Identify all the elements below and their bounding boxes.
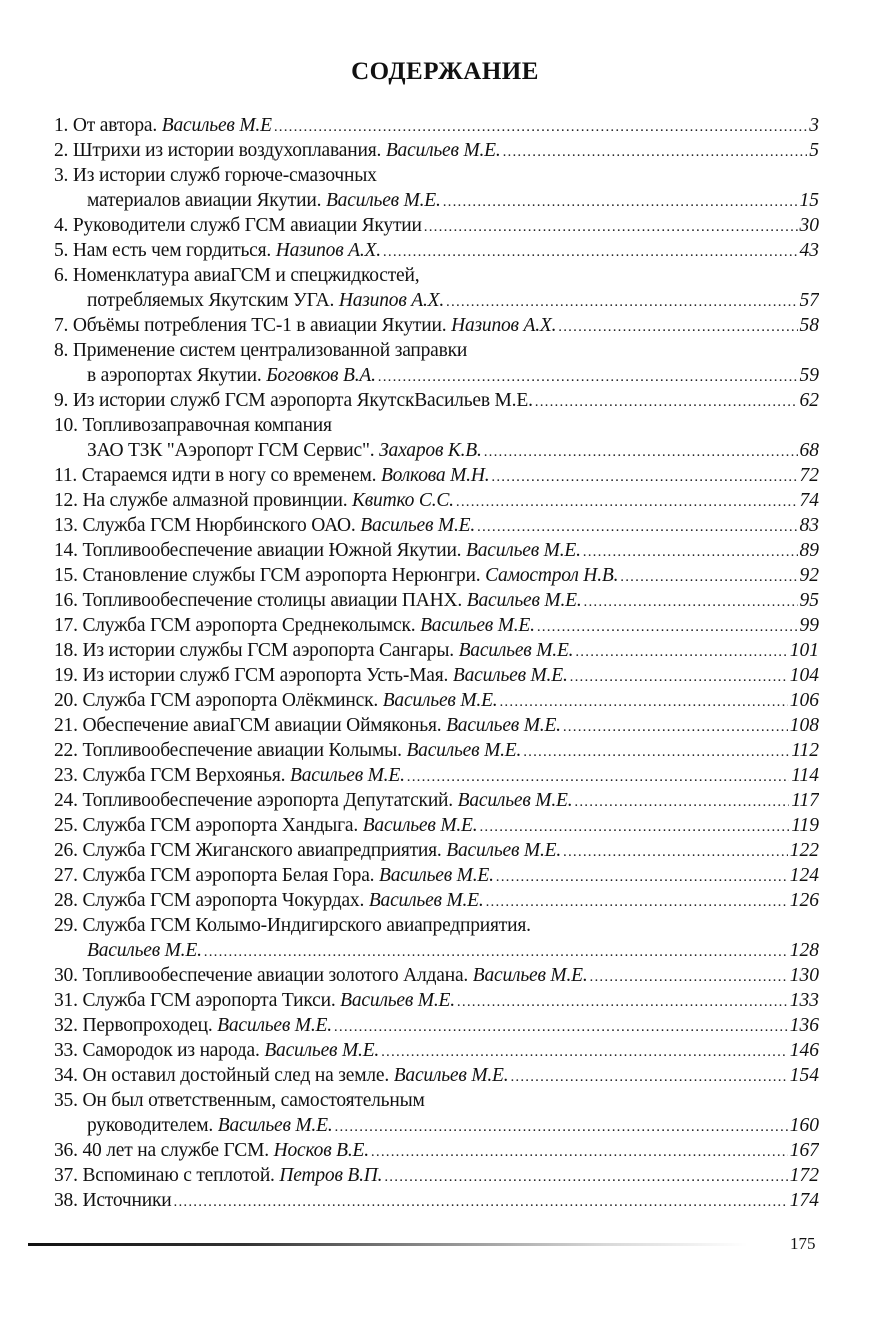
toc-title: 4. Руководители служб ГСМ авиации Якутии bbox=[54, 215, 422, 236]
toc-entry-text bbox=[54, 238, 381, 263]
toc-page-number: 146 bbox=[789, 1040, 819, 1061]
toc-entry[interactable] bbox=[54, 738, 819, 763]
toc-page-number: 99 bbox=[799, 615, 819, 636]
toc-entry[interactable] bbox=[54, 688, 819, 713]
toc-entry[interactable] bbox=[54, 788, 819, 813]
toc-entry-text bbox=[54, 563, 618, 588]
toc-page-number: 43 bbox=[799, 240, 819, 261]
toc-entry-continuation[interactable] bbox=[54, 288, 819, 313]
toc-page-number: 95 bbox=[799, 590, 819, 611]
toc-entry-text bbox=[54, 738, 521, 763]
toc-author: Васильев М.Е. bbox=[406, 740, 522, 761]
leader-dots bbox=[558, 315, 797, 338]
toc-author: Самострол Н.В. bbox=[485, 565, 619, 586]
toc-author: Боговков В.А. bbox=[266, 365, 376, 386]
toc-title: 11. Стараемся идти в ногу со временем. bbox=[54, 465, 381, 486]
toc-title: 35. Он был ответственным, самостоятельным bbox=[54, 1090, 425, 1111]
toc-entry-text bbox=[54, 1138, 369, 1163]
toc-entry[interactable] bbox=[54, 1038, 819, 1063]
toc-author: Волкова М.Н. bbox=[380, 465, 490, 486]
toc-page-number: 154 bbox=[789, 1065, 819, 1086]
leader-dots bbox=[563, 840, 788, 863]
leader-dots bbox=[570, 665, 788, 688]
toc-entry-text bbox=[54, 1013, 332, 1038]
toc-title: 15. Становление службы ГСМ аэропорта Нерюнгри. bbox=[54, 565, 486, 586]
toc-page-number: 119 bbox=[791, 815, 819, 836]
toc-title: 6. Номенклатура авиаГСМ и спецжидкостей, bbox=[54, 265, 420, 286]
toc-entry-text bbox=[54, 863, 494, 888]
toc-title: 13. Служба ГСМ Нюрбинского ОАО. bbox=[54, 515, 361, 536]
toc-page-number: 59 bbox=[799, 365, 819, 386]
toc-entry-text bbox=[54, 1163, 382, 1188]
toc-page-number: 174 bbox=[789, 1190, 819, 1211]
leader-dots bbox=[563, 715, 788, 738]
toc-page-number: 101 bbox=[789, 640, 819, 661]
toc-author: Васильев М.Е bbox=[161, 115, 272, 136]
toc-page-number: 58 bbox=[799, 315, 819, 336]
toc-author: Васильев М.Е. bbox=[385, 140, 501, 161]
toc-entry[interactable] bbox=[54, 763, 819, 788]
toc-author: Васильев М.Е. bbox=[264, 1040, 380, 1061]
toc-entry-text bbox=[54, 438, 482, 463]
leader-dots bbox=[584, 590, 798, 613]
toc-entry-text bbox=[54, 788, 572, 813]
leader-dots bbox=[334, 1015, 788, 1038]
toc-title: 23. Служба ГСМ Верхоянья. bbox=[54, 765, 290, 786]
toc-entry[interactable] bbox=[54, 113, 819, 138]
toc-entry[interactable] bbox=[54, 1188, 819, 1213]
toc-title: 25. Служба ГСМ аэропорта Хандыга. bbox=[54, 815, 363, 836]
toc-entry-text bbox=[54, 913, 531, 938]
toc-page-number: 172 bbox=[789, 1165, 819, 1186]
toc-entry[interactable] bbox=[54, 888, 819, 913]
toc-entry[interactable] bbox=[54, 713, 819, 738]
toc-title: в аэропортах Якутии. bbox=[87, 365, 267, 386]
leader-dots bbox=[384, 1165, 787, 1188]
toc-author: Назипов А.Х. bbox=[451, 315, 557, 336]
toc-entry[interactable] bbox=[54, 463, 819, 488]
toc-author: Васильев М.Е. bbox=[340, 990, 455, 1011]
toc-title: материалов авиации Якутии. bbox=[87, 190, 326, 211]
toc-entry-text bbox=[54, 213, 422, 238]
toc-entry[interactable] bbox=[54, 913, 819, 938]
toc-title: 26. Служба ГСМ Жиганского авиапредприятия. bbox=[54, 840, 447, 861]
toc-page-number: 128 bbox=[789, 940, 819, 961]
toc-entry-text bbox=[54, 263, 419, 288]
toc-page-number: 74 bbox=[799, 490, 819, 511]
toc-title: 10. Топливозаправочная компания bbox=[54, 415, 332, 436]
toc-title: 30. Топливообеспечение авиации золотого Алдана. bbox=[54, 965, 473, 986]
leader-dots bbox=[575, 640, 787, 663]
toc-author: Васильев М.Е. bbox=[472, 965, 588, 986]
toc-entry[interactable] bbox=[54, 488, 819, 513]
toc-entry-text bbox=[54, 413, 332, 438]
toc-entry[interactable] bbox=[54, 1163, 819, 1188]
leader-dots bbox=[496, 865, 788, 888]
toc-page-number: 83 bbox=[799, 515, 819, 536]
toc-entry-text bbox=[54, 188, 441, 213]
toc-entry[interactable] bbox=[54, 238, 819, 263]
toc-entry[interactable] bbox=[54, 663, 819, 688]
toc-title: 18. Из истории службы ГСМ аэропорта Сангары. bbox=[54, 640, 459, 661]
toc-title: 28. Служба ГСМ аэропорта Чокурдах. bbox=[54, 890, 369, 911]
toc-title: 5. Нам есть чем гордиться. bbox=[54, 240, 276, 261]
toc-author: Васильев М.Е. bbox=[217, 1115, 333, 1136]
toc-page-number: 30 bbox=[799, 215, 819, 236]
toc-author: Петров В.П. bbox=[279, 1165, 383, 1186]
toc-page-number: 15 bbox=[799, 190, 819, 211]
toc-page-number: 57 bbox=[799, 290, 819, 311]
leader-dots bbox=[381, 1040, 788, 1063]
toc-entry-continuation[interactable] bbox=[54, 438, 819, 463]
toc-entry-continuation[interactable] bbox=[54, 938, 819, 963]
toc-entry[interactable] bbox=[54, 813, 819, 838]
toc-page-number: 106 bbox=[789, 690, 819, 711]
leader-dots bbox=[378, 365, 798, 388]
toc-title: 17. Служба ГСМ аэропорта Среднеколымск. bbox=[54, 615, 421, 636]
toc-entry-text bbox=[54, 763, 405, 788]
toc-title: 32. Первопроходец. bbox=[54, 1015, 218, 1036]
leader-dots bbox=[456, 490, 798, 513]
toc-title: 9. Из истории служб ГСМ аэропорта ЯкутскВасильев М.Е. bbox=[54, 390, 533, 411]
toc-author: Васильев М.Е. bbox=[393, 1065, 509, 1086]
leader-dots bbox=[479, 815, 789, 838]
toc-entry[interactable] bbox=[54, 413, 819, 438]
toc-author: Васильев М.Е. bbox=[290, 765, 405, 786]
leader-dots bbox=[590, 965, 788, 988]
leader-dots bbox=[477, 515, 797, 538]
toc-title: 12. На службе алмазной провинции. bbox=[54, 490, 353, 511]
toc-page-number: 130 bbox=[789, 965, 819, 986]
toc-entry[interactable] bbox=[54, 613, 819, 638]
toc-entry[interactable] bbox=[54, 963, 819, 988]
footer-rule bbox=[28, 1243, 748, 1246]
toc-entry[interactable] bbox=[54, 863, 819, 888]
toc-entry-text bbox=[54, 638, 573, 663]
toc-entry-text bbox=[54, 813, 477, 838]
toc-entry[interactable] bbox=[54, 638, 819, 663]
toc-author: Васильев М.Е. bbox=[466, 590, 582, 611]
toc-page-number: 62 bbox=[799, 390, 819, 411]
toc-title: 34. Он оставил достойный след на земле. bbox=[54, 1065, 394, 1086]
toc-entry[interactable] bbox=[54, 338, 819, 363]
toc-title: руководителем. bbox=[87, 1115, 218, 1136]
toc-author: Носков В.Е. bbox=[273, 1140, 369, 1161]
leader-dots bbox=[535, 390, 798, 413]
toc-title: 38. Источники bbox=[54, 1190, 172, 1211]
toc-entry-text bbox=[54, 588, 582, 613]
toc-entry-text bbox=[54, 513, 475, 538]
leader-dots bbox=[484, 440, 798, 463]
toc-author: Васильев М.Е. bbox=[325, 190, 441, 211]
toc-entry-text bbox=[54, 1038, 379, 1063]
toc-entry-text bbox=[54, 1113, 333, 1138]
toc-author: Назипов А.Х. bbox=[338, 290, 445, 311]
toc-title: ЗАО ТЗК "Аэропорт ГСМ Сервис". bbox=[87, 440, 380, 461]
toc-author: Назипов А.Х. bbox=[275, 240, 381, 261]
leader-dots bbox=[274, 115, 807, 138]
toc-title: 24. Топливообеспечение аэропорта Депутатский. bbox=[54, 790, 458, 811]
toc-title: 20. Служба ГСМ аэропорта Олёкминск. bbox=[54, 690, 383, 711]
leader-dots bbox=[174, 1190, 788, 1213]
leader-dots bbox=[204, 940, 788, 963]
leader-dots bbox=[446, 290, 797, 313]
leader-dots bbox=[499, 690, 787, 713]
toc-entry-text bbox=[54, 988, 455, 1013]
toc-author: Квитко С.С. bbox=[352, 490, 454, 511]
toc-author: Захаров К.В. bbox=[379, 440, 482, 461]
page-title: СОДЕРЖАНИЕ bbox=[351, 58, 539, 85]
table-of-contents bbox=[54, 113, 819, 1213]
leader-dots bbox=[574, 790, 789, 813]
toc-title: 36. 40 лет на службе ГСМ. bbox=[54, 1140, 274, 1161]
toc-page-number: 3 bbox=[809, 115, 819, 136]
toc-entry[interactable] bbox=[54, 513, 819, 538]
toc-title: 14. Топливообеспечение авиации Южной Якутии. bbox=[54, 540, 467, 561]
toc-author: Васильев М.Е. bbox=[217, 1015, 332, 1036]
toc-title: 19. Из истории служб ГСМ аэропорта Усть-Мая. bbox=[54, 665, 453, 686]
toc-entry-text bbox=[54, 663, 568, 688]
toc-author: Васильев М.Е. bbox=[368, 890, 484, 911]
leader-dots bbox=[583, 540, 798, 563]
toc-page-number: 136 bbox=[789, 1015, 819, 1036]
toc-page-number: 89 bbox=[799, 540, 819, 561]
toc-entry[interactable] bbox=[54, 138, 819, 163]
toc-entry[interactable] bbox=[54, 838, 819, 863]
toc-entry-text bbox=[54, 688, 497, 713]
toc-page-number: 124 bbox=[789, 865, 819, 886]
toc-entry-text bbox=[54, 538, 581, 563]
toc-entry-text bbox=[54, 388, 533, 413]
toc-entry-text bbox=[54, 288, 444, 313]
toc-author: Васильев М.Е. bbox=[382, 690, 498, 711]
page-number: 175 bbox=[790, 1234, 816, 1253]
toc-page-number: 126 bbox=[789, 890, 819, 911]
toc-entry[interactable] bbox=[54, 588, 819, 613]
toc-entry-text bbox=[54, 463, 489, 488]
toc-title: 2. Штрихи из истории воздухоплавания. bbox=[54, 140, 386, 161]
toc-title: 1. От автора. bbox=[54, 115, 162, 136]
toc-entry[interactable] bbox=[54, 988, 819, 1013]
toc-title: 31. Служба ГСМ аэропорта Тикси. bbox=[54, 990, 341, 1011]
leader-dots bbox=[371, 1140, 788, 1163]
leader-dots bbox=[407, 765, 789, 788]
toc-page-number: 5 bbox=[809, 140, 819, 161]
toc-entry-text bbox=[54, 313, 556, 338]
toc-page-number: 133 bbox=[789, 990, 819, 1011]
toc-entry-text bbox=[54, 488, 454, 513]
toc-author: Васильев М.Е. bbox=[457, 790, 573, 811]
leader-dots bbox=[335, 1115, 788, 1138]
toc-page-number: 114 bbox=[791, 765, 819, 786]
leader-dots bbox=[537, 615, 798, 638]
toc-entry-text bbox=[54, 138, 501, 163]
toc-entry-text bbox=[54, 713, 561, 738]
toc-entry-text bbox=[54, 163, 377, 188]
toc-author: Васильев М.Е. bbox=[446, 715, 561, 736]
toc-entry-text bbox=[54, 363, 376, 388]
toc-author: Васильев М.Е. bbox=[420, 615, 535, 636]
toc-entry[interactable] bbox=[54, 563, 819, 588]
toc-entry-text bbox=[54, 888, 484, 913]
toc-entry[interactable] bbox=[54, 1063, 819, 1088]
toc-entry-continuation[interactable] bbox=[54, 188, 819, 213]
leader-dots bbox=[443, 190, 798, 213]
toc-entry-text bbox=[54, 1063, 508, 1088]
toc-entry-continuation[interactable] bbox=[54, 363, 819, 388]
toc-entry-text bbox=[54, 963, 588, 988]
toc-entry-text bbox=[54, 1188, 172, 1213]
toc-title: 22. Топливообеспечение авиации Колымы. bbox=[54, 740, 407, 761]
leader-dots bbox=[510, 1065, 787, 1088]
toc-page-number: 112 bbox=[791, 740, 819, 761]
toc-author: Васильев М.Е. bbox=[466, 540, 581, 561]
toc-title: 37. Вспоминаю с теплотой. bbox=[54, 1165, 280, 1186]
toc-entry[interactable] bbox=[54, 163, 819, 188]
toc-title: 27. Служба ГСМ аэропорта Белая Гора. bbox=[54, 865, 380, 886]
toc-entry-text bbox=[54, 838, 561, 863]
leader-dots bbox=[486, 890, 788, 913]
leader-dots bbox=[523, 740, 789, 763]
leader-dots bbox=[383, 240, 798, 263]
toc-entry[interactable] bbox=[54, 313, 819, 338]
toc-entry[interactable] bbox=[54, 1013, 819, 1038]
toc-title: потребляемых Якутским УГА. bbox=[87, 290, 339, 311]
toc-title: 3. Из истории служб горюче-смазочных bbox=[54, 165, 377, 186]
toc-title: 21. Обеспечение авиаГСМ авиации Оймяконья. bbox=[54, 715, 447, 736]
toc-entry-text bbox=[54, 113, 272, 138]
toc-page-number: 122 bbox=[789, 840, 819, 861]
leader-dots bbox=[491, 465, 797, 488]
toc-entry-text bbox=[54, 338, 467, 363]
toc-entry[interactable] bbox=[54, 538, 819, 563]
toc-author: Васильев М.Е. bbox=[360, 515, 476, 536]
toc-author: Васильев М.Е. bbox=[452, 665, 568, 686]
toc-page-number: 68 bbox=[799, 440, 819, 461]
toc-entry-text bbox=[54, 1088, 425, 1113]
toc-page-number: 92 bbox=[799, 565, 819, 586]
toc-author: Васильев М.Е. bbox=[446, 840, 562, 861]
toc-author: Васильев М.Е. bbox=[362, 815, 478, 836]
leader-dots bbox=[503, 140, 808, 163]
toc-entry-text bbox=[54, 613, 535, 638]
toc-entry[interactable] bbox=[54, 388, 819, 413]
toc-title: 8. Применение систем централизованной заправки bbox=[54, 340, 468, 361]
toc-entry-continuation[interactable] bbox=[54, 1113, 819, 1138]
toc-entry[interactable] bbox=[54, 263, 819, 288]
toc-author: Васильев М.Е. bbox=[458, 640, 574, 661]
toc-title: 29. Служба ГСМ Колымо-Индигирского авиапредприятия. bbox=[54, 915, 531, 936]
toc-author: Васильев М.Е. bbox=[379, 865, 494, 886]
leader-dots bbox=[457, 990, 788, 1013]
toc-entry[interactable] bbox=[54, 1088, 819, 1113]
leader-dots bbox=[620, 565, 797, 588]
toc-page-number: 104 bbox=[789, 665, 819, 686]
toc-title: 33. Самородок из народа. bbox=[54, 1040, 265, 1061]
toc-entry-text bbox=[54, 938, 202, 963]
toc-page-number: 72 bbox=[799, 465, 819, 486]
toc-page-number: 167 bbox=[789, 1140, 819, 1161]
toc-author: Васильев М.Е. bbox=[87, 940, 202, 961]
toc-page-number: 117 bbox=[791, 790, 819, 811]
toc-page-number: 108 bbox=[789, 715, 819, 736]
toc-entry[interactable] bbox=[54, 213, 819, 238]
toc-title: 7. Объёмы потребления ТС-1 в авиации Якутии. bbox=[54, 315, 452, 336]
leader-dots bbox=[424, 215, 798, 238]
toc-entry[interactable] bbox=[54, 1138, 819, 1163]
toc-title: 16. Топливообеспечение столицы авиации ПАНХ. bbox=[54, 590, 467, 611]
toc-page-number: 160 bbox=[789, 1115, 819, 1136]
